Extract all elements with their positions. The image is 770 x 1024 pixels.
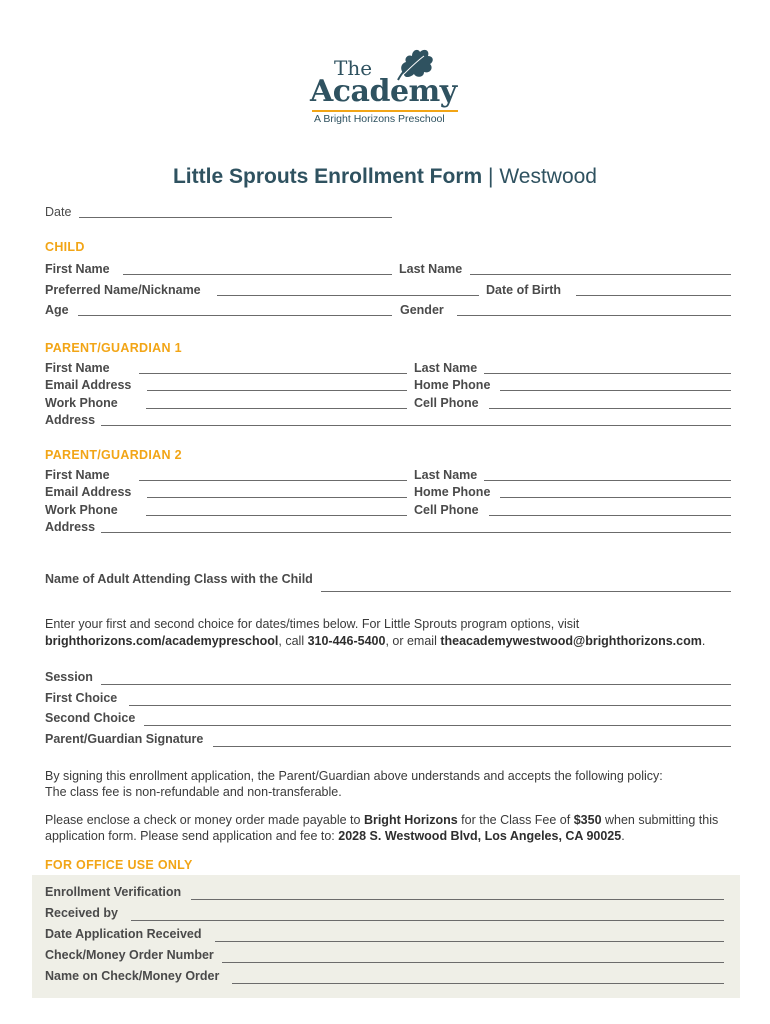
contact-email[interactable]: theacademywestwood@brighthorizons.com (440, 634, 702, 648)
child-last-name-label: Last Name (399, 262, 463, 276)
adult-attending-label: Name of Adult Attending Class with the Child (45, 572, 313, 586)
office-received-by-field[interactable] (131, 920, 724, 921)
child-preferred-name-field[interactable] (217, 295, 479, 296)
guardian2-last-name-field[interactable] (484, 480, 731, 481)
guardian1-work-phone-label: Work Phone (45, 396, 118, 410)
guardian1-heading: PARENT/GUARDIAN 1 (45, 341, 182, 355)
session-label: Session (45, 670, 93, 684)
child-gender-label: Gender (400, 303, 444, 317)
guardian2-work-phone-field[interactable] (146, 515, 407, 516)
guardian2-cell-phone-label: Cell Phone (414, 503, 479, 517)
signature-field[interactable] (213, 746, 731, 747)
guardian2-address-label: Address (45, 520, 96, 534)
child-dob-label: Date of Birth (486, 283, 561, 297)
guardian1-cell-phone-label: Cell Phone (414, 396, 479, 410)
guardian2-heading: PARENT/GUARDIAN 2 (45, 448, 182, 462)
office-date-received-field[interactable] (215, 941, 724, 942)
title-main: Little Sprouts Enrollment Form (172, 165, 483, 188)
guardian1-first-name-label: First Name (45, 361, 110, 375)
office-date-received-label: Date Application Received (45, 927, 202, 941)
program-url[interactable]: brighthorizons.com/academypreschool (45, 634, 279, 648)
mailing-address: 2028 S. Westwood Blvd, Los Angeles, CA 90025 (338, 829, 622, 843)
first-choice-label: First Choice (45, 691, 118, 705)
guardian1-work-phone-field[interactable] (146, 408, 407, 409)
policy-line1: By signing this enrollment application, the Parent/Guardian above understands and accepts the following policy: (45, 769, 663, 783)
title-separator: | (488, 165, 494, 188)
guardian1-last-name-field[interactable] (484, 373, 731, 374)
class-fee: $350 (573, 813, 602, 827)
office-check-name-label: Name on Check/Money Order (45, 969, 220, 983)
office-check-number-field[interactable] (222, 962, 724, 963)
guardian1-first-name-field[interactable] (139, 373, 407, 374)
guardian1-address-field[interactable] (101, 425, 731, 426)
date-label: Date (45, 205, 72, 219)
office-heading: FOR OFFICE USE ONLY (45, 858, 193, 872)
guardian2-email-field[interactable] (147, 497, 407, 498)
payment-line1: Please enclose a check or money order made payable to Bright Horizons for the Class Fee of $350 when submitting this (45, 813, 719, 827)
session-field[interactable] (101, 684, 731, 685)
child-dob-field[interactable] (576, 295, 731, 296)
child-last-name-field[interactable] (470, 274, 731, 275)
logo-tagline: A Bright Horizons Preschool (314, 113, 445, 125)
second-choice-field[interactable] (144, 725, 731, 726)
guardian2-cell-phone-field[interactable] (489, 515, 731, 516)
office-verification-label: Enrollment Verification (45, 885, 182, 899)
signature-label: Parent/Guardian Signature (45, 732, 204, 746)
child-first-name-label: First Name (45, 262, 110, 276)
guardian2-home-phone-field[interactable] (500, 497, 731, 498)
guardian1-home-phone-label: Home Phone (414, 378, 491, 392)
guardian2-home-phone-label: Home Phone (414, 485, 491, 499)
child-first-name-field[interactable] (123, 274, 392, 275)
payee: Bright Horizons (363, 813, 458, 827)
logo (300, 44, 470, 129)
first-choice-field[interactable] (129, 705, 731, 706)
guardian1-last-name-label: Last Name (414, 361, 478, 375)
guardian2-first-name-label: First Name (45, 468, 110, 482)
policy-line2: The class fee is non-refundable and non-transferable. (45, 785, 342, 799)
child-gender-field[interactable] (457, 315, 731, 316)
page-title (0, 165, 770, 189)
guardian1-email-label: Email Address (45, 378, 132, 392)
payment-line2: application form. Please send application and fee to: 2028 S. Westwood Blvd, Los Angeles, CA 90025. (45, 829, 625, 843)
guardian2-first-name-field[interactable] (139, 480, 407, 481)
logo-academy: Academy (310, 74, 457, 109)
guardian2-address-field[interactable] (101, 532, 731, 533)
office-check-number-label: Check/Money Order Number (45, 948, 214, 962)
guardian1-address-label: Address (45, 413, 96, 427)
adult-attending-field[interactable] (321, 591, 731, 592)
child-preferred-name-label: Preferred Name/Nickname (45, 283, 201, 297)
contact-phone[interactable]: 310-446-5400 (307, 634, 386, 648)
office-received-by-label: Received by (45, 906, 118, 920)
choices-intro-line1: Enter your first and second choice for dates/times below. For Little Sprouts program options, visit (45, 617, 580, 631)
logo-the: The (334, 56, 373, 80)
logo-underline (312, 110, 458, 112)
second-choice-label: Second Choice (45, 711, 136, 725)
date-field[interactable] (79, 217, 392, 218)
guardian2-email-label: Email Address (45, 485, 132, 499)
guardian1-cell-phone-field[interactable] (489, 408, 731, 409)
guardian1-home-phone-field[interactable] (500, 390, 731, 391)
guardian2-last-name-label: Last Name (414, 468, 478, 482)
choices-intro-line2: brighthorizons.com/academypreschool, call 310-446-5400, or email theacademywestwood@brighthorizons.com. (45, 634, 706, 648)
office-check-name-field[interactable] (232, 983, 724, 984)
guardian1-email-field[interactable] (147, 390, 407, 391)
title-location: Westwood (499, 165, 597, 188)
child-age-field[interactable] (78, 315, 392, 316)
guardian2-work-phone-label: Work Phone (45, 503, 118, 517)
office-verification-field[interactable] (191, 899, 724, 900)
child-heading: CHILD (45, 240, 85, 254)
child-age-label: Age (45, 303, 69, 317)
